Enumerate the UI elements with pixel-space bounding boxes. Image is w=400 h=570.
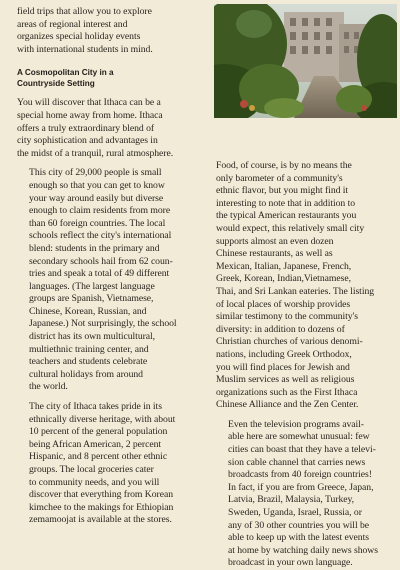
- text-line: Sweden, Uganda, Israel, Russia, or: [228, 507, 362, 519]
- text-line: 10 percent of the general population: [29, 426, 168, 438]
- text-line: Christian churches of various denomi-: [216, 336, 363, 348]
- text-line: city sophistication and advantages in: [17, 135, 158, 147]
- text-line: Mexican, Italian, Japanese, French,: [216, 260, 352, 272]
- text-line: discover that everything from Korean: [29, 489, 174, 501]
- left-paragraphs: [17, 97, 211, 527]
- text-line: ethnically diverse heritage, with about: [29, 413, 176, 425]
- text-line: similar testimony to the community's: [216, 311, 359, 323]
- intro-paragraph: [17, 6, 211, 56]
- text-line: Greek, Korean, Indian,Vietnamese,: [216, 273, 351, 285]
- text-line: of local places of worship provides: [216, 298, 351, 310]
- right-paragraphs: [216, 160, 396, 570]
- text-line: organizes special holiday events: [17, 31, 141, 43]
- right-paragraph: [216, 419, 396, 570]
- text-line: nations, including Greek Orthodox,: [216, 348, 352, 360]
- text-line: areas of regional interest and: [17, 18, 128, 30]
- text-line: Chinese restaurants, as well as: [216, 248, 333, 260]
- right-paragraph: [216, 160, 396, 412]
- left-paragraph: [17, 167, 211, 394]
- text-line: ethnic flavor, but you might find it: [216, 185, 349, 197]
- text-line: Even the television programs avail-: [228, 418, 364, 430]
- text-line: cities can boast that they have a televi-: [228, 444, 376, 456]
- text-line: enough so that you can get to know: [29, 179, 165, 191]
- left-paragraph: [17, 401, 211, 527]
- text-line: being African American, 2 percent: [29, 438, 162, 450]
- text-line: able here are somewhat unusual: few: [228, 431, 370, 443]
- left-paragraph: [17, 97, 211, 160]
- text-line: zemamoojat is available at the stores.: [29, 514, 172, 526]
- text-line: the typical American restaurants you: [216, 210, 357, 222]
- text-line: A Cosmopolitan City in a: [17, 68, 114, 78]
- text-line: only barometer of a community's: [216, 172, 343, 184]
- text-line: your way around easily but diverse: [29, 192, 164, 204]
- text-line: interesting to note that in addition to: [216, 197, 356, 209]
- text-line: broadcast in your own language.: [228, 557, 353, 569]
- text-line: This city of 29,000 people is small: [29, 167, 162, 179]
- text-line: special home away from home. Ithaca: [17, 109, 163, 121]
- city-garden-photo: [214, 4, 397, 118]
- text-line: Latvia, Brazil, Malaysia, Turkey,: [228, 494, 355, 506]
- text-line: the midst of a tranquil, rural atmosphere.: [17, 147, 174, 159]
- text-line: groups are Spanish, Vietnamese,: [29, 293, 154, 305]
- text-line: secondary schools hail from 62 coun-: [29, 255, 173, 267]
- text-line: at home by watching daily news shows: [228, 544, 378, 556]
- text-line: the world.: [29, 381, 68, 393]
- text-line: tries and speak a total of 49 different: [29, 268, 170, 280]
- text-line: able to keep up with the latest events: [228, 532, 369, 544]
- text-line: diversity: in addition to dozens of: [216, 323, 345, 335]
- text-line: Muslim services as well as religious: [216, 374, 355, 386]
- text-line: sion cable channel that carries news: [228, 456, 366, 468]
- text-line: You will discover that Ithaca can be a: [17, 97, 161, 109]
- text-line: to community needs, and you will: [29, 476, 160, 488]
- text-line: cultural holidays from around: [29, 368, 143, 380]
- text-line: Chinese Alliance and the Zen Center.: [216, 399, 359, 411]
- text-line: would expect, this relatively small city: [216, 222, 365, 234]
- text-line: blend: students in the primary and: [29, 242, 160, 254]
- text-line: offers a truly extraordinary blend of: [17, 122, 155, 134]
- text-line: organizations such as the First Ithaca: [216, 386, 358, 398]
- text-line: schools reflect the city's international: [29, 230, 172, 242]
- text-line: enough to claim residents from more: [29, 205, 171, 217]
- photo-illustration: [214, 4, 397, 118]
- text-line: district has its own multicultural,: [29, 331, 156, 343]
- text-line: broadcasts from 40 foreign countries!: [228, 469, 372, 481]
- text-line: In fact, if you are from Greece, Japan,: [228, 481, 374, 493]
- text-line: languages. (The largest language: [29, 280, 155, 292]
- text-line: with international students in mind.: [17, 43, 153, 55]
- left-column: [17, 6, 211, 527]
- text-line: kimchee to the makings for Ethiopian: [29, 501, 174, 513]
- text-line: teachers and students celebrate: [29, 356, 148, 368]
- text-line: Thai, and Sri Lankan eateries. The listing: [216, 285, 375, 297]
- text-line: multiethnic training center, and: [29, 343, 149, 355]
- text-line: The city of Ithaca takes pride in its: [29, 401, 162, 413]
- text-line: you will find places for Jewish and: [216, 361, 350, 373]
- text-line: any of 30 other countries you will be: [228, 519, 370, 531]
- text-line: Chinese, Korean, Russian, and: [29, 305, 147, 317]
- right-column: [216, 160, 396, 570]
- text-line: Japanese.) Not surprisingly, the school: [29, 318, 177, 330]
- text-line: supports almost an even dozen: [216, 235, 334, 247]
- text-line: Hispanic, and 8 percent other ethnic: [29, 451, 168, 463]
- text-line: Food, of course, is by no means the: [216, 160, 352, 171]
- text-line: field trips that allow you to explore: [17, 6, 152, 17]
- text-line: than 60 foreign countries. The local: [29, 217, 166, 229]
- text-line: groups. The local groceries cater: [29, 464, 154, 475]
- text-line: Countryside Setting: [17, 79, 95, 89]
- section-heading: [17, 67, 211, 89]
